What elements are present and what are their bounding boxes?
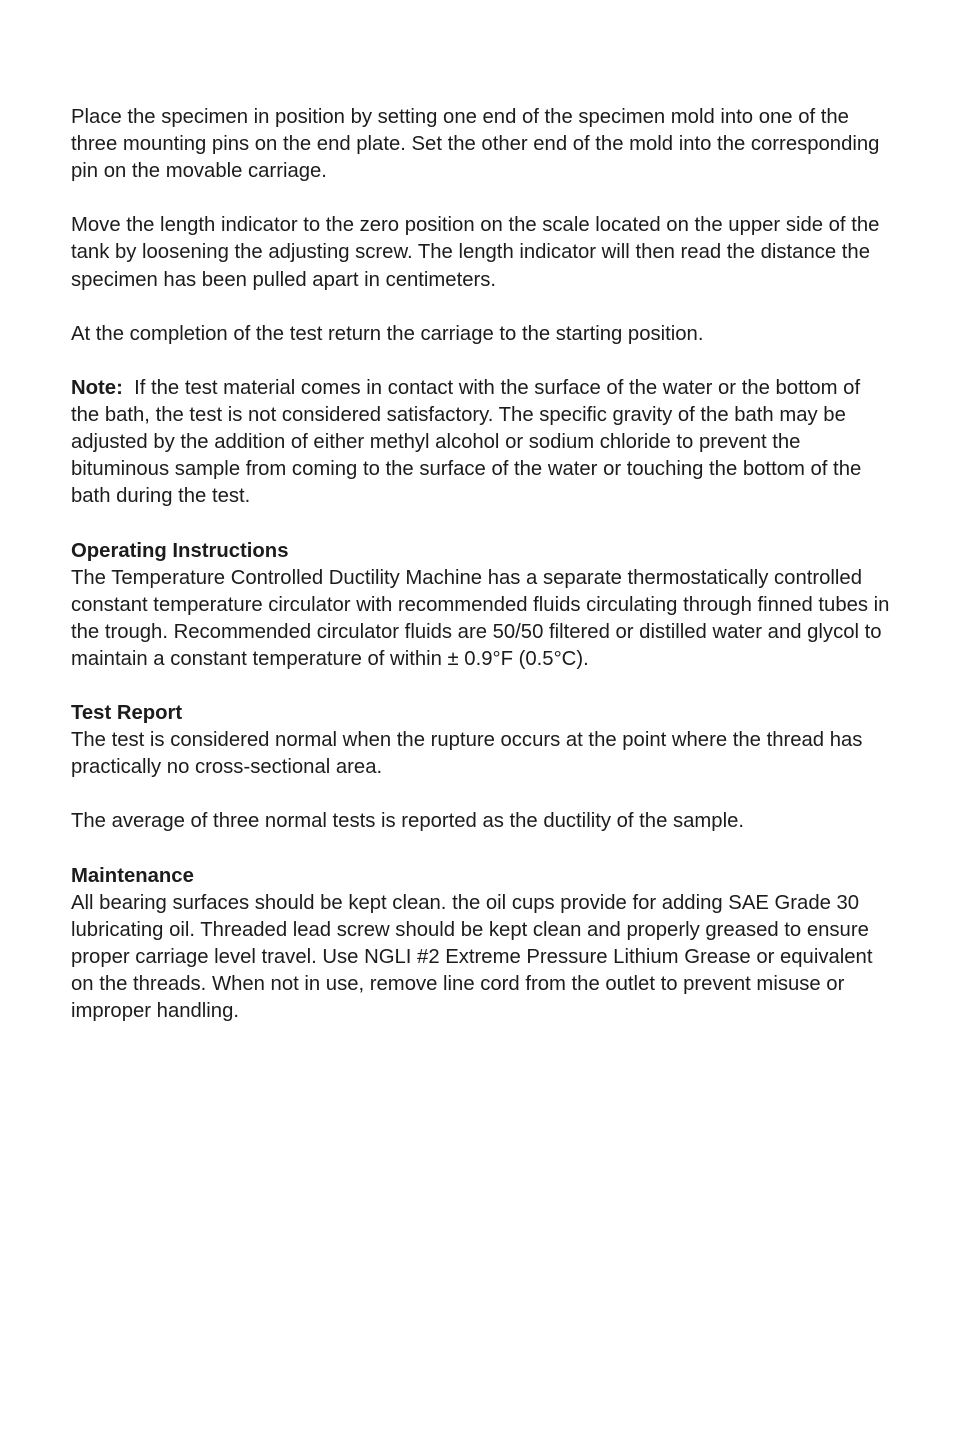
completion-paragraph: At the completion of the test return the carriage to the starting position. — [71, 322, 704, 345]
operating-heading: Operating Instructions — [71, 539, 289, 562]
placement-paragraph: Place the specimen in position by setting one end of the specimen mold into one of the three mounting pins on the end plate. Set the other end of the mold into the corresponding pin on the movable carriage. — [71, 106, 880, 183]
operating-text: The Temperature Controlled Ductility Machine has a separate thermostatically controlled constant temperature circulator with recommended fluids circulating through finned tubes in the trough. Recommended circulator fluids are 50/50 filtered or distilled water and glycol to maintain a constant temperature of within ± 0.9°F (0.5°C). — [71, 566, 890, 670]
document-body — [71, 104, 891, 1052]
test-report-section — [71, 700, 891, 781]
note-label: Note: — [71, 376, 123, 399]
operating-section — [71, 538, 891, 673]
maintenance-text: All bearing surfaces should be kept clean. the oil cups provide for adding SAE Grade 30 lubricating oil. Threaded lead screw should be kept clean and properly greased to ensure proper carriage level travel. Use NGLI #2 Extreme Pressure Lithium Grease or equivalent on the threads. When not in use, remove line cord from the outlet to prevent misuse or improper handling. — [71, 891, 873, 1023]
test-report-average-paragraph: The average of three normal tests is reported as the ductility of the sample. — [71, 810, 745, 833]
maintenance-heading: Maintenance — [71, 864, 194, 887]
indicator-paragraph: Move the length indicator to the zero position on the scale located on the upper side of the tank by loosening the adjusting screw. The length indicator will then read the distance the specimen has been pulled apart in centimeters. — [71, 214, 880, 291]
test-report-text: The test is considered normal when the rupture occurs at the point where the thread has practically no cross-sectional area. — [71, 729, 863, 779]
test-report-heading: Test Report — [71, 702, 183, 725]
maintenance-section — [71, 863, 891, 1026]
note-paragraph — [71, 375, 891, 510]
note-text: If the test material comes in contact with the surface of the water or the bottom of the bath, the test is not considered satisfactory. The specific gravity of the bath may be adjusted by the addition of either methyl alcohol or sodium chloride to prevent the bituminous sample from coming to the surface of the water or touching the bottom of the bath during the test. — [71, 376, 862, 508]
